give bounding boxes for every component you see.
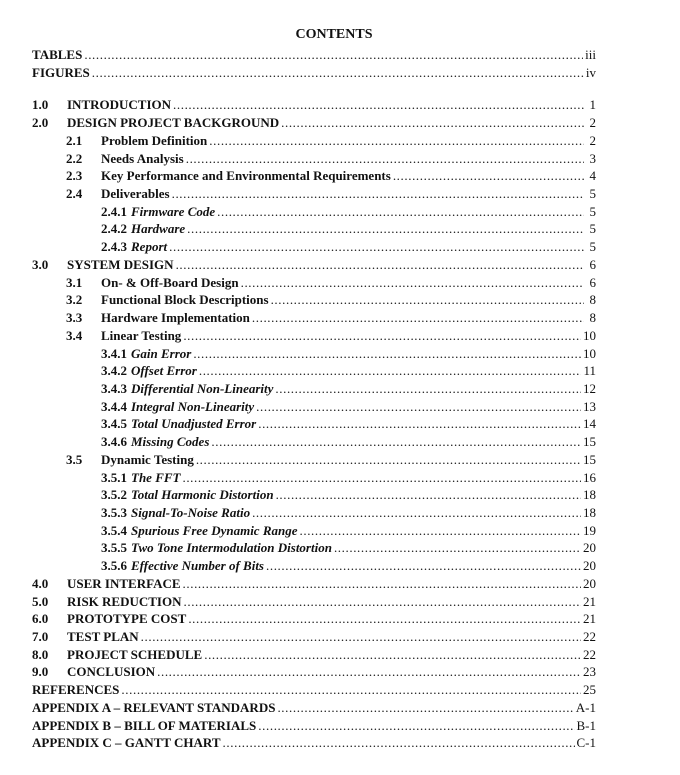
toc-entry[interactable] [32, 238, 596, 256]
toc-entry-number: 3.5.4 [101, 522, 127, 538]
toc-entry-page: 20 [583, 558, 596, 574]
toc-entry[interactable] [32, 185, 596, 203]
toc-entry-label: Key Performance and Environmental Requirements [101, 168, 391, 184]
toc-entry[interactable] [32, 486, 596, 504]
dot-leader [173, 96, 584, 114]
toc-entry-label: DESIGN PROJECT BACKGROUND [67, 115, 280, 131]
dot-leader [281, 114, 584, 132]
toc-entry-label: On- & Off-Board Design [101, 274, 239, 290]
toc-entry-number: 3.4 [66, 327, 83, 343]
toc-entry-label: Functional Block Descriptions [101, 292, 269, 308]
toc-entry-page: 5 [589, 186, 596, 202]
toc-entry-page: 8 [589, 310, 596, 326]
toc-entry-number: 2.4 [66, 186, 83, 202]
toc-entry-page: 15 [583, 434, 596, 450]
toc-entry[interactable] [32, 504, 596, 522]
dot-leader [204, 646, 581, 664]
dot-leader [258, 717, 574, 735]
toc-entry-page: 8 [589, 292, 596, 308]
toc-entry-number: 3.5.5 [101, 540, 127, 556]
toc-entry-page: 6 [589, 256, 596, 272]
toc-entry-page: 22 [583, 646, 596, 662]
toc-entry[interactable] [32, 96, 596, 114]
toc-entry[interactable] [32, 362, 596, 380]
dot-leader [211, 433, 581, 451]
toc-entry-number: 3.4.2 [101, 363, 127, 379]
toc-entry-label: Gain Error [131, 345, 192, 361]
dot-leader [209, 132, 584, 150]
toc-entry-page: C-1 [576, 735, 596, 751]
toc-entry[interactable] [32, 203, 596, 221]
toc-entry-page: 6 [589, 274, 596, 290]
toc-entry-page: iv [585, 64, 596, 80]
toc-entry-page: 5 [589, 239, 596, 255]
toc-entry-number: 3.5 [66, 451, 83, 467]
dot-leader [121, 681, 581, 699]
dot-leader [217, 203, 584, 221]
toc-entry-number: 2.4.2 [101, 221, 127, 237]
dot-leader [334, 539, 581, 557]
toc-entry[interactable] [32, 309, 596, 327]
toc-entry-page: 15 [583, 451, 596, 467]
toc-entry-label: INTRODUCTION [67, 97, 172, 113]
toc-entry[interactable] [32, 717, 596, 735]
toc-entry[interactable] [32, 469, 596, 487]
dot-leader [92, 64, 584, 82]
toc-entry-label: RISK REDUCTION [67, 593, 182, 609]
toc-entry-page: 16 [583, 469, 596, 485]
dot-leader [266, 557, 581, 575]
toc-entry-label: Total Unadjusted Error [131, 416, 257, 432]
toc-entry-page: 21 [583, 593, 596, 609]
toc-entry[interactable] [32, 415, 596, 433]
dot-leader [169, 238, 584, 256]
toc-entry-label: Hardware [131, 221, 186, 237]
toc-entry[interactable] [32, 663, 596, 681]
toc-entry-page: 13 [583, 398, 596, 414]
toc-entry[interactable] [32, 291, 596, 309]
toc-entry-number: 2.1 [66, 132, 83, 148]
dot-leader [252, 504, 581, 522]
toc-entry-page: 1 [589, 97, 596, 113]
dot-leader [393, 167, 584, 185]
toc-entry[interactable] [32, 539, 596, 557]
toc-entry-label: Problem Definition [101, 132, 208, 148]
toc-entry-page: 12 [583, 380, 596, 396]
toc-entry-number: 7.0 [32, 629, 49, 644]
toc-entry-label: SYSTEM DESIGN [67, 256, 174, 272]
toc-entry-page: 21 [583, 611, 596, 627]
toc-entry-label: TABLES [32, 47, 83, 62]
toc-entry-page: 25 [583, 682, 596, 698]
dot-leader [157, 663, 581, 681]
toc-entry-label: TEST PLAN [67, 629, 139, 644]
toc-entry-label: Integral Non-Linearity [131, 398, 255, 414]
toc-entry-page: 23 [583, 664, 596, 680]
dot-leader [241, 274, 584, 292]
toc-entry[interactable] [32, 522, 596, 540]
toc-entry[interactable] [32, 46, 596, 64]
toc-entry-number: 3.4.3 [101, 380, 127, 396]
toc-entry-label: APPENDIX C – GANTT CHART [32, 735, 221, 751]
toc-entry-label: Offset Error [131, 363, 197, 379]
dot-leader [182, 469, 581, 487]
toc-entry-label: Missing Codes [131, 434, 210, 450]
toc-entry-number: 2.4.1 [101, 203, 127, 219]
toc-entry-number: 3.3 [66, 310, 83, 326]
toc-entry[interactable] [32, 557, 596, 575]
toc-entry-page: iii [585, 47, 596, 62]
toc-entry-label: Hardware Implementation [101, 310, 250, 326]
dot-leader [141, 628, 581, 646]
toc-entry-number: 3.5.1 [101, 469, 127, 485]
toc-entry[interactable] [32, 64, 596, 82]
toc-entry-label: REFERENCES [32, 682, 120, 698]
toc-entry[interactable] [32, 167, 596, 185]
toc-entry-number: 2.3 [66, 168, 83, 184]
toc-entry-label: FIGURES [32, 64, 90, 80]
toc-entry-label: Dynamic Testing [101, 451, 194, 467]
toc-entry-page: 2 [589, 132, 596, 148]
dot-leader [196, 451, 581, 469]
toc-entry-number: 2.0 [32, 115, 49, 131]
toc-entry-number: 9.0 [32, 664, 49, 680]
toc-entry-number: 1.0 [32, 97, 49, 113]
toc-entry-page: 20 [583, 540, 596, 556]
toc-entry-number: 3.5.2 [101, 487, 127, 503]
toc-entry-label: PROJECT SCHEDULE [67, 646, 203, 662]
toc-entry-number: 3.0 [32, 256, 49, 272]
toc-entry-label: Report [131, 239, 168, 255]
toc-entry-number: 3.4.4 [101, 398, 127, 414]
dot-leader [223, 734, 575, 752]
toc-entry-label: APPENDIX A – RELEVANT STANDARDS [32, 699, 276, 715]
dot-leader [271, 291, 584, 309]
toc-entry-label: APPENDIX B – BILL OF MATERIALS [32, 717, 257, 733]
toc-entry[interactable] [32, 646, 596, 664]
toc-entry-label: Deliverables [101, 186, 170, 202]
toc-entry-number: 3.2 [66, 292, 83, 308]
toc-entry-label: Firmware Code [131, 203, 216, 219]
toc-entry-number: 6.0 [32, 611, 49, 627]
toc-entry-number: 2.2 [66, 150, 83, 166]
dot-leader [275, 380, 581, 398]
toc-entry-label: USER INTERFACE [67, 575, 181, 591]
toc-entry-label: Differential Non-Linearity [131, 380, 274, 396]
toc-entry[interactable] [32, 345, 596, 363]
toc-entry-label: Total Harmonic Distortion [131, 487, 274, 503]
dot-leader [256, 398, 581, 416]
toc-entry-page: 20 [583, 575, 596, 591]
toc-entry-page: 4 [589, 168, 596, 184]
toc-entry-page: 11 [583, 363, 596, 379]
toc-entry[interactable] [32, 734, 596, 752]
toc-entry[interactable] [32, 699, 596, 717]
dot-leader [258, 415, 581, 433]
toc-entry-label: Effective Number of Bits [131, 558, 264, 574]
dot-leader [188, 610, 581, 628]
toc-entry[interactable] [32, 327, 596, 345]
toc-entry-number: 3.5.6 [101, 558, 127, 574]
dot-leader [193, 345, 581, 363]
toc-entry-number: 3.4.6 [101, 434, 127, 450]
toc-entry[interactable] [32, 398, 596, 416]
toc-entry-page: 18 [583, 504, 596, 520]
dot-leader [199, 362, 582, 380]
toc-entry[interactable] [32, 610, 596, 628]
dot-leader [172, 185, 584, 203]
toc-entry-page: 19 [583, 522, 596, 538]
toc-entry[interactable] [32, 451, 596, 469]
toc-list [32, 46, 596, 752]
toc-entry[interactable] [32, 150, 596, 168]
toc-entry-page: 2 [589, 115, 596, 131]
dot-leader [183, 327, 581, 345]
dot-leader [276, 486, 581, 504]
toc-entry[interactable] [32, 132, 596, 150]
page-title: CONTENTS [295, 27, 373, 42]
toc-entry[interactable] [32, 256, 596, 274]
toc-entry[interactable] [32, 575, 596, 593]
toc-entry[interactable] [32, 681, 596, 699]
dot-leader [84, 46, 583, 64]
toc-entry-number: 3.4.5 [101, 416, 127, 432]
toc-entry-page: 5 [589, 203, 596, 219]
dot-leader [184, 593, 582, 611]
toc-entry-number: 5.0 [32, 593, 49, 609]
toc-entry-page: 14 [583, 416, 596, 432]
toc-entry[interactable] [32, 628, 596, 646]
toc-entry-page: 5 [589, 221, 596, 237]
dot-leader [252, 309, 584, 327]
dot-leader [300, 522, 582, 540]
toc-entry-page: 22 [583, 629, 596, 644]
dot-leader [183, 575, 581, 593]
toc-entry[interactable] [32, 220, 596, 238]
toc-entry-label: Needs Analysis [101, 150, 184, 166]
toc-entry-page: 18 [583, 487, 596, 503]
toc-entry-page: A-1 [575, 699, 596, 715]
dot-leader [186, 150, 584, 168]
toc-entry-label: PROTOTYPE COST [67, 611, 187, 627]
toc-entry-number: 3.1 [66, 274, 83, 290]
toc-entry-page: B-1 [576, 717, 596, 733]
dot-leader [176, 256, 584, 274]
toc-entry-label: The FFT [131, 469, 181, 485]
toc-entry-label: CONCLUSION [67, 664, 156, 680]
toc-entry-label: Linear Testing [101, 327, 182, 343]
toc-entry-number: 8.0 [32, 646, 49, 662]
toc-entry-number: 3.4.1 [101, 345, 127, 361]
toc-entry-number: 4.0 [32, 575, 49, 591]
toc-entry[interactable] [32, 593, 596, 611]
toc-entry-page: 3 [589, 150, 596, 166]
toc-entry-number: 2.4.3 [101, 239, 127, 255]
toc-entry-page: 10 [583, 327, 596, 343]
toc-entry[interactable] [32, 433, 596, 451]
toc-entry[interactable] [32, 380, 596, 398]
toc-entry-page: 10 [583, 345, 596, 361]
toc-entry-label: Signal-To-Noise Ratio [131, 504, 251, 520]
toc-entry[interactable] [32, 114, 596, 132]
toc-entry-label: Two Tone Intermodulation Distortion [131, 540, 332, 556]
toc-entry-label: Spurious Free Dynamic Range [131, 522, 298, 538]
toc-entry[interactable] [32, 274, 596, 292]
dot-leader [187, 220, 584, 238]
toc-entry-number: 3.5.3 [101, 504, 127, 520]
dot-leader [277, 699, 573, 717]
